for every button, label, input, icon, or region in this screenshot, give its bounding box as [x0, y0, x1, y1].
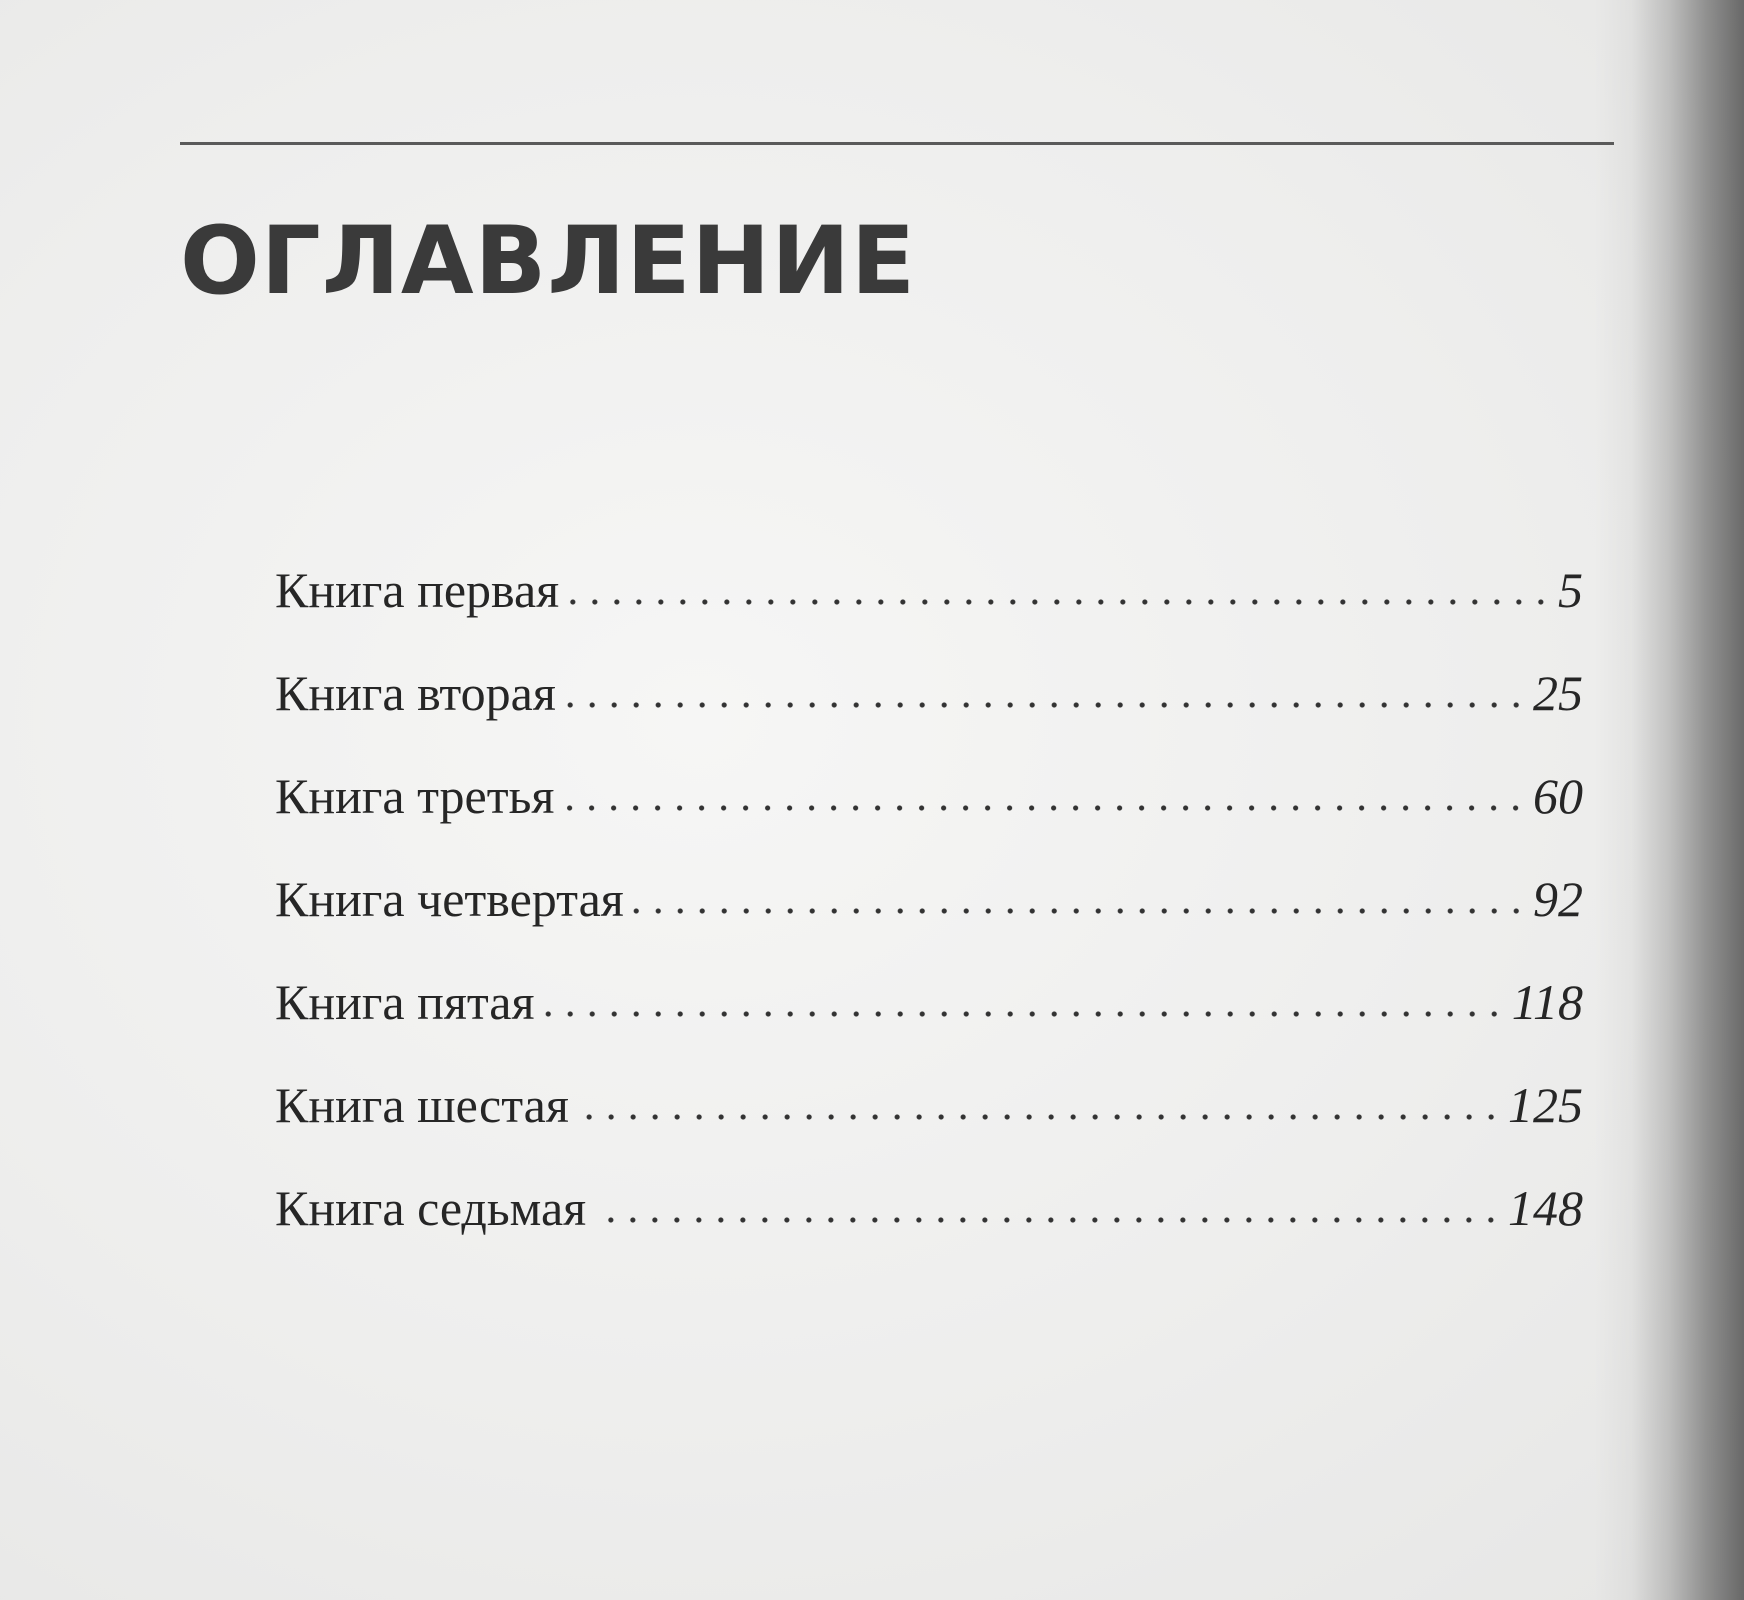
- toc-entry-book-1: [275, 562, 1583, 668]
- toc-entry-label: Книга первая: [275, 562, 560, 618]
- page-gutter-shadow: [1594, 0, 1744, 1600]
- toc-entry-label: Книга пятая: [275, 974, 535, 1030]
- toc-entry-page-number: 92: [1533, 871, 1583, 927]
- toc-entry-label: Книга седьмая: [275, 1180, 587, 1236]
- toc-entry-page-number: 125: [1508, 1077, 1583, 1133]
- toc-entry-label: Книга вторая: [275, 665, 556, 721]
- toc-entry-book-6: [275, 1077, 1583, 1183]
- toc-entry-page-number: 60: [1533, 768, 1583, 824]
- table-of-contents: [275, 562, 1583, 1286]
- dot-leader: [542, 1009, 1505, 1019]
- toc-entry-page-number: 148: [1508, 1180, 1583, 1236]
- dot-leader: [632, 906, 1527, 916]
- dot-leader: [567, 597, 1552, 607]
- page-title: ОГЛАВЛЕНИЕ: [180, 207, 917, 316]
- toc-entry-page-number: 5: [1558, 562, 1583, 618]
- dot-leader: [594, 1215, 1502, 1225]
- header-rule: [180, 142, 1614, 145]
- toc-entry-page-number: 25: [1533, 665, 1583, 721]
- toc-entry-label: Книга третья: [275, 768, 555, 824]
- toc-entry-label: Книга шестая: [275, 1077, 569, 1133]
- toc-entry-book-5: [275, 974, 1583, 1080]
- dot-leader: [564, 700, 1527, 710]
- toc-entry-page-number: 118: [1511, 974, 1583, 1030]
- toc-entry-book-4: [275, 871, 1583, 977]
- toc-entry-book-3: [275, 768, 1583, 874]
- dot-leader: [562, 803, 1527, 813]
- dot-leader: [577, 1112, 1502, 1122]
- toc-entry-book-2: [275, 665, 1583, 771]
- toc-entry-book-7: [275, 1180, 1583, 1286]
- toc-entry-label: Книга четвертая: [275, 871, 624, 927]
